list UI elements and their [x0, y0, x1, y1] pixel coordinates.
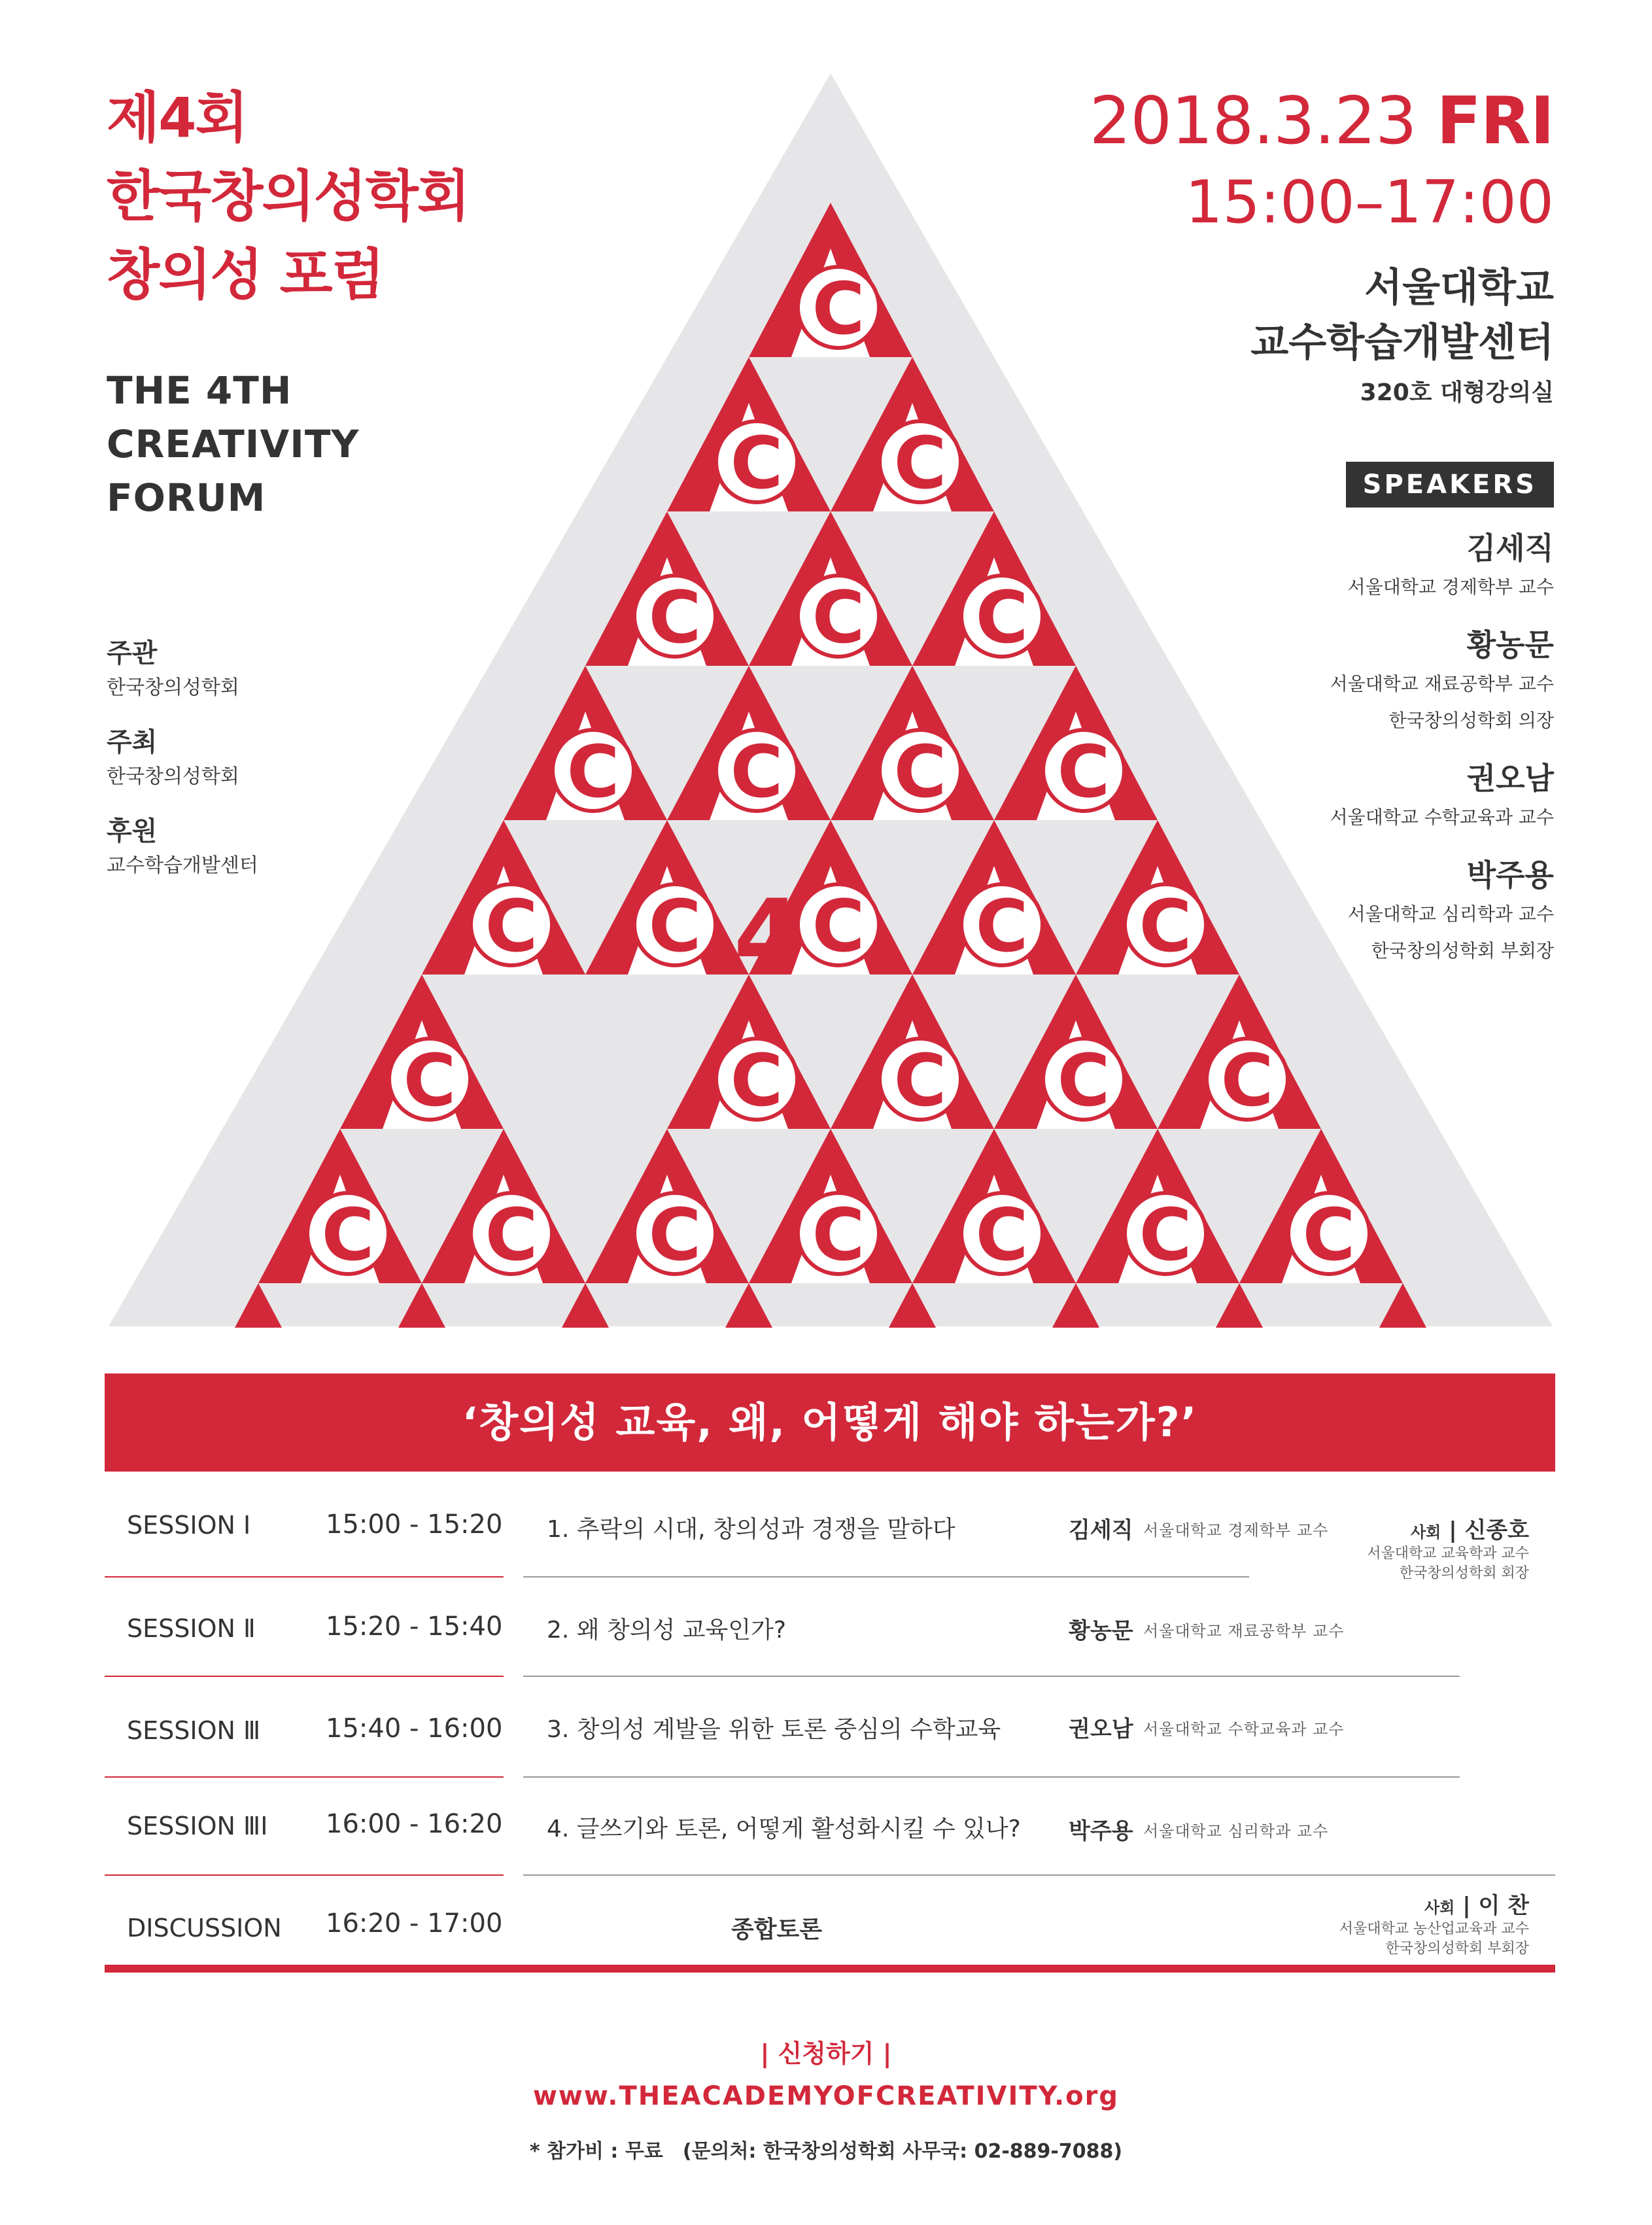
speaker-item: [1330, 854, 1554, 969]
c-letter: C: [321, 1193, 375, 1277]
organizer-label: 후원: [107, 816, 158, 846]
moderator-name: 신종호: [1464, 1517, 1529, 1544]
venue-line-2: 교수학습개발센터: [1250, 320, 1554, 366]
session-topic: 종합토론: [731, 1916, 823, 1943]
row-divider: [523, 1776, 1460, 1778]
c-letter: C: [812, 576, 865, 659]
row-divider: [105, 1874, 504, 1876]
organizer-value: 한국창의성학회: [107, 676, 239, 699]
session-time: 15:40 - 16:00: [326, 1714, 503, 1744]
speaker-affiliation: 서울대학교 재료공학부 교수: [1330, 673, 1554, 695]
session-time: 15:20 - 15:40: [326, 1612, 503, 1642]
speaker-affiliation: 서울대학교 심리학과 교수: [1347, 903, 1554, 925]
title-line-3: 창의성 포럼: [107, 243, 383, 307]
footer: [0, 2034, 1652, 2178]
c-letter: C: [1139, 1193, 1192, 1277]
speaker-item: [1330, 624, 1554, 739]
c-letter: C: [730, 1039, 783, 1122]
c-letter: C: [648, 576, 702, 659]
row-divider: [105, 1676, 504, 1677]
session-time: 16:20 - 17:00: [326, 1908, 503, 1939]
title-en-line-1: THE 4TH: [107, 368, 292, 413]
venue-room: 320호 대형강의실: [1360, 379, 1554, 406]
c-letter: C: [1057, 1039, 1110, 1122]
c-letter: C: [893, 1039, 947, 1122]
moderator-name-line: 사회 | 이 찬: [1424, 1893, 1529, 1919]
center-number: 4: [733, 879, 802, 993]
row-divider: [523, 1874, 1555, 1876]
c-letter: C: [648, 1193, 702, 1277]
url-prefix: www.: [532, 2081, 619, 2111]
c-letter: C: [485, 884, 538, 968]
title-en-line-2: CREATIVITY: [107, 422, 360, 466]
moderator-1: [1367, 1512, 1529, 1583]
speakers-list: [1330, 527, 1554, 988]
session-label: SESSION ⅢI: [127, 1812, 268, 1840]
session-speaker-affiliation: 서울대학교 재료공학부 교수: [1143, 1622, 1345, 1640]
c-letter: C: [1220, 1039, 1274, 1122]
organizer-value: 한국창의성학회: [107, 765, 239, 788]
c-letter: C: [893, 421, 947, 505]
row-divider: [523, 1576, 1249, 1578]
row-divider: [105, 1776, 504, 1778]
speaker-affiliation: 서울대학교 수학교육과 교수: [1330, 806, 1554, 828]
session-speaker-affiliation: 서울대학교 심리학과 교수: [1143, 1822, 1329, 1840]
website-link[interactable]: [0, 2073, 1652, 2119]
title-line-1: 제4회: [107, 86, 247, 150]
organizer-label: 주최: [107, 727, 158, 757]
moderator-affiliation: 서울대학교 농산업교육과 교수: [1339, 1921, 1529, 1937]
c-letter: C: [730, 421, 783, 505]
moderator-affiliation-2: 한국창의성학회 부회장: [1385, 1940, 1529, 1957]
register-label[interactable]: | 신청하기 |: [760, 2039, 892, 2068]
c-letter: C: [1302, 1193, 1356, 1277]
organizer-item: [107, 634, 258, 704]
event-time: 15:00–17:00: [1185, 168, 1554, 237]
moderator-affiliation: 서울대학교 교육학과 교수: [1367, 1545, 1529, 1562]
c-letter: C: [975, 1193, 1029, 1277]
session-speaker-affiliation: 서울대학교 수학교육과 교수: [1143, 1720, 1345, 1738]
session-label: SESSION Ⅲ: [127, 1716, 261, 1745]
schedule-bottom-bar: [105, 1965, 1555, 1973]
speaker-name: 박주용: [1466, 857, 1554, 893]
c-letter: C: [566, 730, 620, 814]
title-line-2: 한국창의성학회: [107, 164, 470, 228]
c-letter: C: [1139, 884, 1192, 968]
moderator-role: 사회: [1424, 1899, 1455, 1917]
event-date-line: [1090, 78, 1554, 164]
session-speaker: 김세직: [1069, 1517, 1133, 1544]
c-letter: C: [812, 267, 865, 351]
session-time: 16:00 - 16:20: [326, 1809, 503, 1839]
event-datetime: [1090, 78, 1554, 242]
c-letter: C: [975, 576, 1029, 659]
session-topic: 4. 글쓰기와 토론, 어떻게 활성화시킬 수 있나?: [547, 1816, 1021, 1842]
speaker-name: 황농문: [1466, 627, 1554, 663]
event-date: 2018.3.23: [1089, 82, 1417, 159]
c-letter: C: [812, 1193, 865, 1277]
session-speaker-affiliation: 서울대학교 경제학부 교수: [1143, 1521, 1329, 1540]
speaker-affiliation-2: 한국창의성학회 의장: [1388, 710, 1554, 731]
speakers-label: SPEAKERS: [1346, 462, 1554, 508]
moderator-name: 이 찬: [1478, 1893, 1529, 1919]
speaker-name: 권오남: [1466, 761, 1554, 796]
organizers: [107, 634, 258, 901]
speaker-item: [1330, 757, 1554, 836]
speaker-name: 김세직: [1466, 530, 1554, 566]
session-speaker: 권오남: [1069, 1716, 1133, 1742]
c-letter: C: [893, 730, 947, 814]
session-label: SESSION Ⅱ: [127, 1614, 256, 1643]
moderator-role: 사회: [1410, 1523, 1441, 1542]
session-speaker: 황농문: [1069, 1618, 1133, 1644]
speaker-affiliation: 서울대학교 경제학부 교수: [1347, 576, 1554, 598]
c-letter: C: [1057, 730, 1110, 814]
url-suffix: .org: [1054, 2081, 1120, 2111]
c-letter: C: [812, 884, 865, 968]
c-letter: C: [730, 730, 783, 814]
session-label: DISCUSSION: [127, 1914, 282, 1942]
organizer-value: 교수학습개발센터: [107, 854, 258, 877]
session-label: SESSION Ⅰ: [127, 1511, 251, 1540]
venue-line-1: 서울대학교: [1364, 265, 1554, 311]
speaker-item: [1330, 527, 1554, 606]
c-letter: C: [403, 1039, 456, 1122]
session-time: 15:00 - 15:20: [326, 1509, 503, 1540]
session-speaker: 박주용: [1069, 1818, 1133, 1844]
organizer-label: 주관: [107, 638, 158, 668]
speaker-affiliation-2: 한국창의성학회 부회장: [1371, 940, 1554, 961]
moderator-2: [1339, 1888, 1529, 1959]
c-letter: C: [648, 884, 702, 968]
title-en-line-3: FORUM: [107, 475, 266, 520]
row-divider: [523, 1676, 1460, 1677]
c-letter: C: [975, 884, 1029, 968]
session-topic: 2. 왜 창의성 교육인가?: [547, 1617, 786, 1644]
moderator-name-line: 사회 | 신종호: [1410, 1517, 1529, 1544]
organizer-item: [107, 723, 258, 793]
c-letter: C: [485, 1193, 538, 1277]
moderator-affiliation-2: 한국창의성학회 회장: [1399, 1565, 1529, 1581]
session-topic: 3. 창의성 계발을 위한 토론 중심의 수학교육: [547, 1716, 1001, 1743]
event-venue: [1250, 260, 1554, 416]
theme-banner: ‘창의성 교육, 왜, 어떻게 해야 하는가?’: [105, 1373, 1555, 1472]
url-main: THEACADEMYOFCREATIVITY: [619, 2081, 1054, 2111]
schedule-table: [105, 1472, 1555, 1982]
session-topic: 1. 추락의 시대, 창의성과 경쟁을 말하다: [547, 1516, 955, 1543]
row-divider: [105, 1576, 504, 1578]
organizer-item: [107, 812, 258, 882]
fee-and-contact: * 참가비 : 무료 (문의처: 한국창의성학회 사무국: 02-889-7088): [529, 2140, 1123, 2163]
event-weekday: FRI: [1436, 82, 1554, 159]
